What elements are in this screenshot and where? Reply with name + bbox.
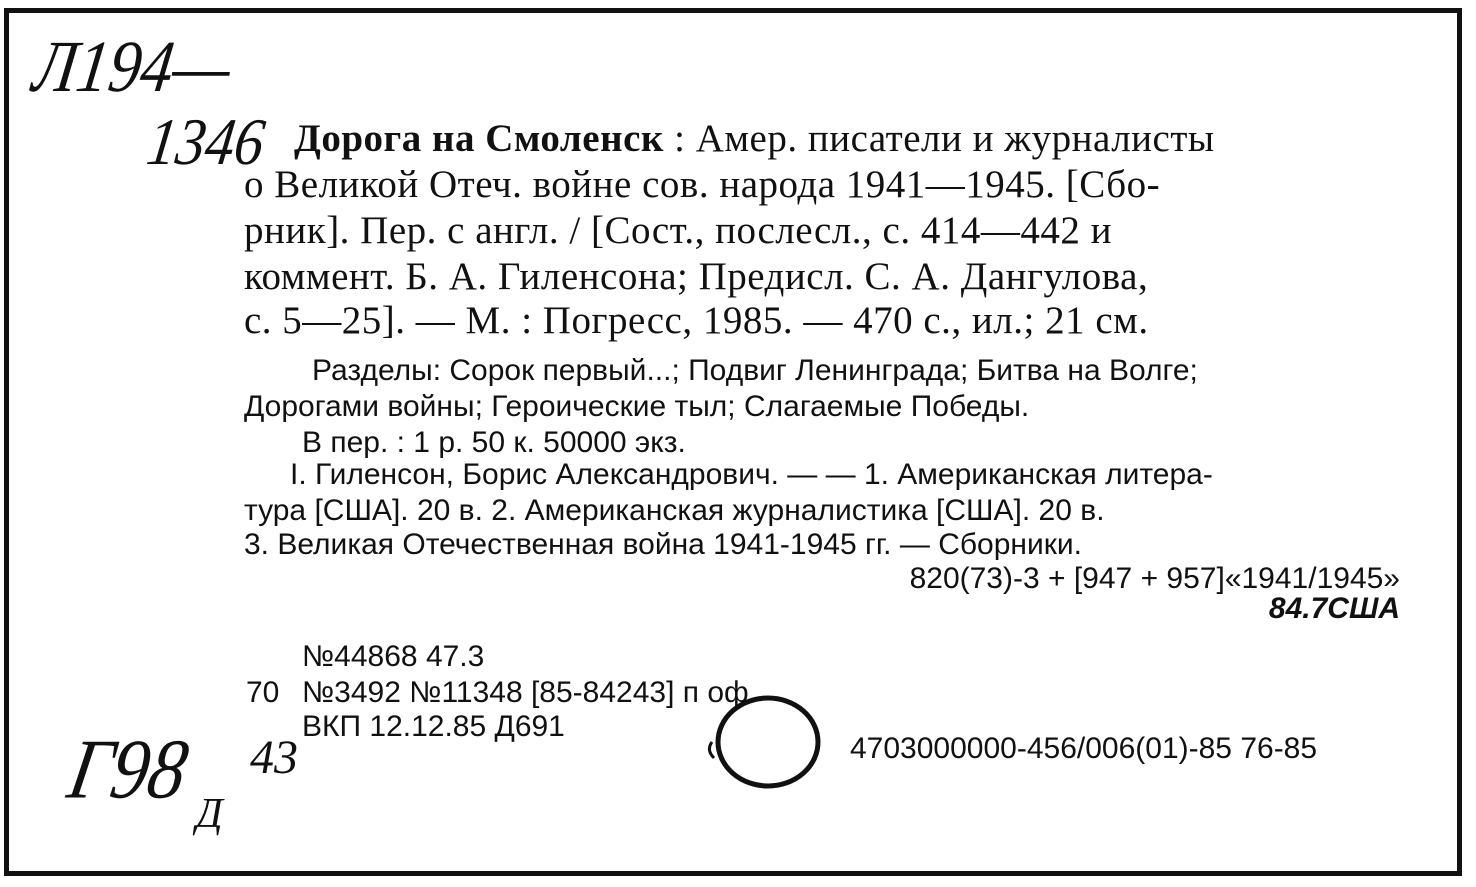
handwritten-shelf-mark-sup: 43 xyxy=(250,731,298,784)
entry-line-4: коммент. Б. А. Гиленсона; Предисл. С. А. Дангулова, xyxy=(244,255,1149,298)
contents-note-2: Дорогами войны; Героические тыл; Слагаемые Победы. xyxy=(244,390,1030,423)
tracing-line-2: тура [США]. 20 в. 2. Американская журналистика [США]. 20 в. xyxy=(244,494,1105,527)
bbk-classification: 84.7США xyxy=(1268,592,1400,625)
entry-line-2: о Великой Отеч. войне сов. народа 1941—1945. [Сбо- xyxy=(244,163,1161,206)
entry-line-3: рник]. Пер. с англ. / [Сост., послесл., с. 414—442 и xyxy=(244,209,1112,252)
tracing-line-1: I. Гиленсон, Борис Александрович. — — 1. Американская литера- xyxy=(290,458,1213,491)
handwritten-shelf-mark-sub: Д xyxy=(196,791,223,837)
entry-line-1 xyxy=(294,116,1215,161)
footer-line-1: №44868 47.3 xyxy=(302,640,485,673)
footer-line-3: ВКП 12.12.85 Д691 xyxy=(302,710,565,743)
handwritten-call-number-2: 1346 xyxy=(142,104,270,179)
stamp-circle-icon xyxy=(700,690,830,800)
price-note: В пер. : 1 р. 50 к. 50000 экз. xyxy=(302,426,686,459)
book-title: Дорога на Смоленск xyxy=(294,117,664,160)
entry-line-5: с. 5—25]. — М. : Погресс, 1985. — 470 с., ил.; 21 см. xyxy=(244,299,1149,342)
contents-note-1: Разделы: Сорок первый...; Подвиг Ленинграда; Битва на Волге; xyxy=(312,354,1198,387)
tracing-line-3: 3. Великая Отечественная война 1941-1945 гг. — Сборники. xyxy=(244,528,1082,561)
footer-line-2: №3492 №11348 [85-84243] п оф xyxy=(302,676,749,709)
footer-prefix: 70 xyxy=(246,676,280,709)
entry-subtitle: : Амер. писатели и журналисты xyxy=(663,117,1215,160)
publisher-code: 4703000000-456/006(01)-85 76-85 xyxy=(850,732,1318,765)
handwritten-shelf-mark: Г98 xyxy=(61,722,195,818)
udc-classification: 820(73)-3 + [947 + 957]«1941/1945» xyxy=(909,562,1400,595)
handwritten-call-number: Л194— xyxy=(28,25,237,108)
